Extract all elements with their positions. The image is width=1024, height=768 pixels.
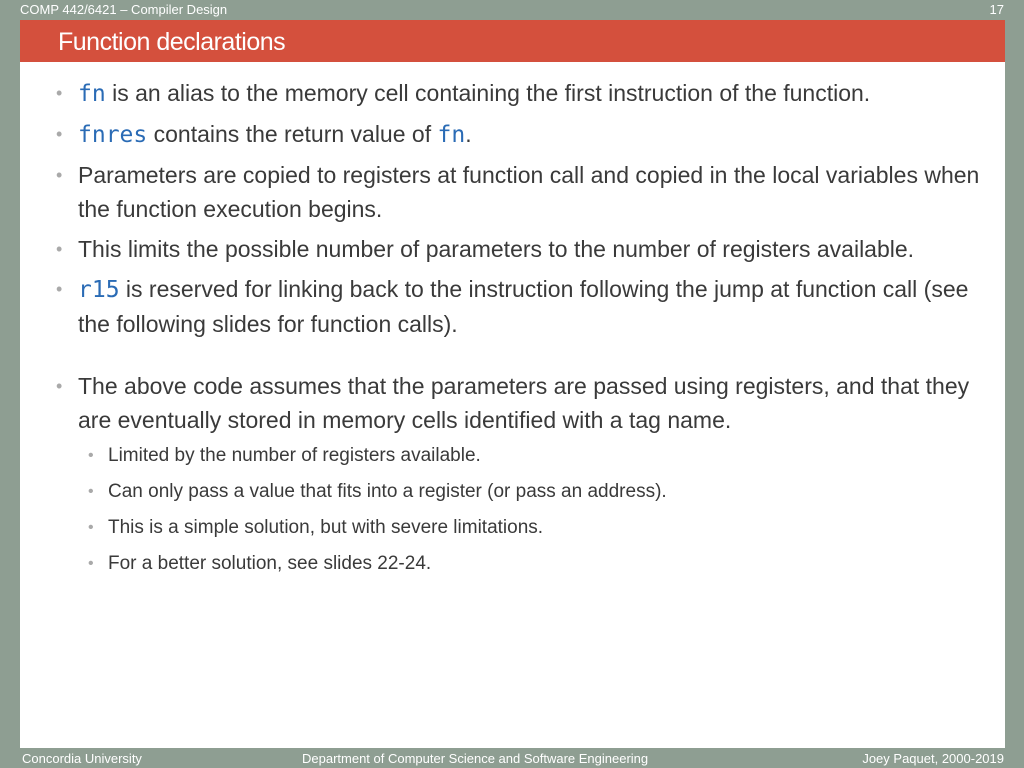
bullet-limits (38, 232, 985, 266)
bullet-fn-alias (38, 76, 985, 111)
footer-author: Joey Paquet, 2000-2019 (862, 751, 1004, 766)
sub-bullet-marker: • (88, 447, 94, 464)
bullet-fnres (38, 117, 985, 152)
bullet-marker: • (56, 279, 63, 299)
sub-bullet-marker: • (88, 519, 94, 536)
bullet-text: contains the return value of (147, 121, 438, 147)
bullet-text: This limits the possible number of parameters to the number of registers available. (78, 236, 915, 262)
code-fn: fn (437, 122, 466, 148)
sub-bullet (38, 443, 985, 469)
title-bar (20, 20, 1005, 62)
code-fnres: fnres (78, 122, 148, 148)
sub-bullet (38, 551, 985, 577)
sub-bullet-marker: • (88, 555, 94, 572)
sub-bullet-text: For a better solution, see slides 22-24. (108, 553, 432, 574)
course-title: COMP 442/6421 – Compiler Design (20, 2, 228, 17)
slide-number: 17 (989, 2, 1004, 17)
footer-department: Department of Computer Science and Software Engineering (302, 751, 649, 766)
footer-university: Concordia University (22, 751, 142, 766)
footer-bar (0, 748, 1024, 768)
bullet-text-end: . (465, 121, 472, 147)
code-r15: r15 (78, 277, 120, 303)
sub-bullet-text: Limited by the number of registers available. (108, 445, 481, 466)
bullet-marker: • (56, 83, 63, 103)
bullet-marker: • (56, 165, 63, 185)
bullet-marker: • (56, 124, 63, 144)
bullet-text: Parameters are copied to registers at function call and copied in the local variables when the function execution begins. (78, 162, 980, 222)
bullet-marker: • (56, 239, 63, 259)
header-bar (0, 0, 1024, 20)
code-fn: fn (78, 81, 106, 107)
sub-bullet (38, 515, 985, 541)
sub-bullet (38, 479, 985, 505)
bullet-code-assumes (38, 369, 985, 437)
slide-content (20, 62, 1005, 748)
bullet-parameters-copied (38, 158, 985, 226)
bullet-r15 (38, 272, 985, 341)
sub-bullet-text: This is a simple solution, but with severe limitations. (108, 517, 544, 538)
bullet-text: The above code assumes that the parameters are passed using registers, and that they are eventually stored in memory cells identified with a tag name. (78, 373, 970, 433)
bullet-text: is an alias to the memory cell containing the first instruction of the function. (105, 80, 871, 106)
bullet-marker: • (56, 376, 63, 396)
slide-title: Function declarations (58, 28, 286, 56)
bullet-text: is reserved for linking back to the instruction following the jump at function call (see the following slides for function calls). (78, 276, 969, 337)
sub-bullet-text: Can only pass a value that fits into a register (or pass an address). (108, 481, 667, 502)
sub-bullet-marker: • (88, 483, 94, 500)
